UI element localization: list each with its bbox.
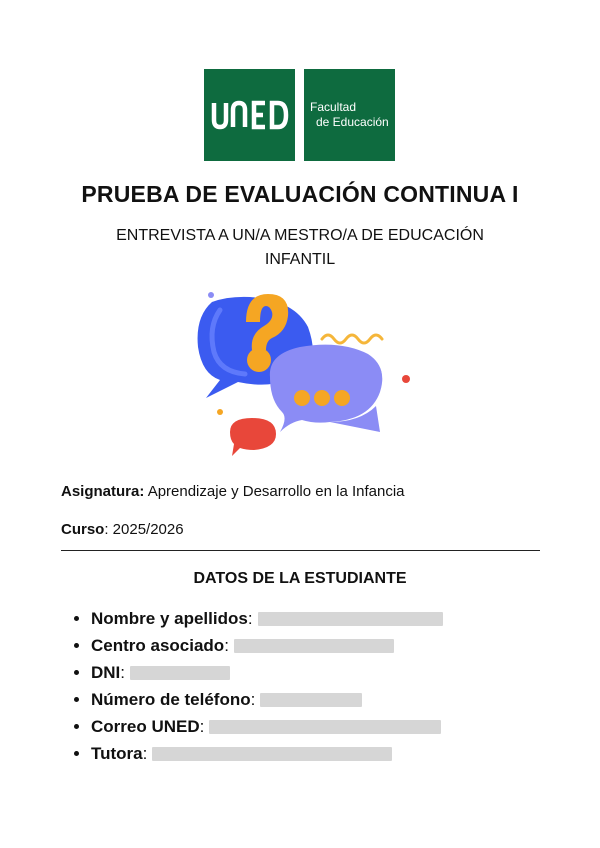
redacted-value <box>258 612 443 626</box>
confetti-dot-icon <box>217 409 223 415</box>
student-data-list <box>74 605 443 767</box>
redacted-value <box>260 693 362 707</box>
redacted-value <box>209 720 441 734</box>
bullet-icon <box>74 697 79 702</box>
list-item: Nombre y apellidos : <box>74 605 443 632</box>
list-item: Correo UNED : <box>74 713 443 740</box>
field-label: Centro asociado <box>91 635 225 655</box>
redacted-value <box>130 666 230 680</box>
faculty-line1: Facultad <box>310 100 357 114</box>
course-value: : 2025/2026 <box>104 521 184 538</box>
subject-field <box>61 483 405 500</box>
faculty-label <box>304 69 395 161</box>
faculty-line2: de Educación <box>316 115 389 129</box>
ellipsis-dot-icon <box>334 390 350 406</box>
squiggle-icon <box>322 335 382 343</box>
field-label: Tutora <box>91 743 143 763</box>
field-label: Nombre y apellidos <box>91 608 248 628</box>
bullet-icon <box>74 616 79 621</box>
subject-value: Aprendizaje y Desarrollo en la Infancia <box>147 483 405 500</box>
course-field <box>61 521 184 538</box>
bullet-icon <box>74 643 79 648</box>
ellipsis-dot-icon <box>294 390 310 406</box>
uned-logo-mark <box>204 69 295 161</box>
page-title: PRUEBA DE EVALUACIÓN CONTINUA I <box>81 181 519 207</box>
divider <box>61 550 540 551</box>
question-dot-icon <box>247 348 271 372</box>
field-label: DNI <box>91 662 121 682</box>
redacted-value <box>152 747 392 761</box>
list-item: Centro asociado : <box>74 632 443 659</box>
bullet-icon <box>74 724 79 729</box>
section-title: DATOS DE LA ESTUDIANTE <box>193 570 407 587</box>
chat-bubbles-illustration <box>190 282 420 457</box>
red-speech-bubble-icon <box>230 418 276 456</box>
list-item: Tutora : <box>74 740 443 767</box>
bullet-icon <box>74 751 79 756</box>
confetti-dot-icon <box>208 292 214 298</box>
uned-wordmark-icon <box>210 100 290 130</box>
confetti-dot-icon <box>402 375 410 383</box>
list-item: Número de teléfono : <box>74 686 443 713</box>
ellipsis-dot-icon <box>314 390 330 406</box>
field-label: Correo UNED <box>91 716 200 736</box>
page-subtitle: ENTREVISTA A UN/A MESTRO/A DE EDUCACIÓN INFANTIL <box>116 227 484 268</box>
course-label: Curso <box>61 521 105 538</box>
redacted-value <box>234 639 394 653</box>
subject-label: Asignatura: <box>61 483 145 500</box>
list-item: DNI : <box>74 659 443 686</box>
bullet-icon <box>74 670 79 675</box>
field-label: Número de teléfono <box>91 689 251 709</box>
